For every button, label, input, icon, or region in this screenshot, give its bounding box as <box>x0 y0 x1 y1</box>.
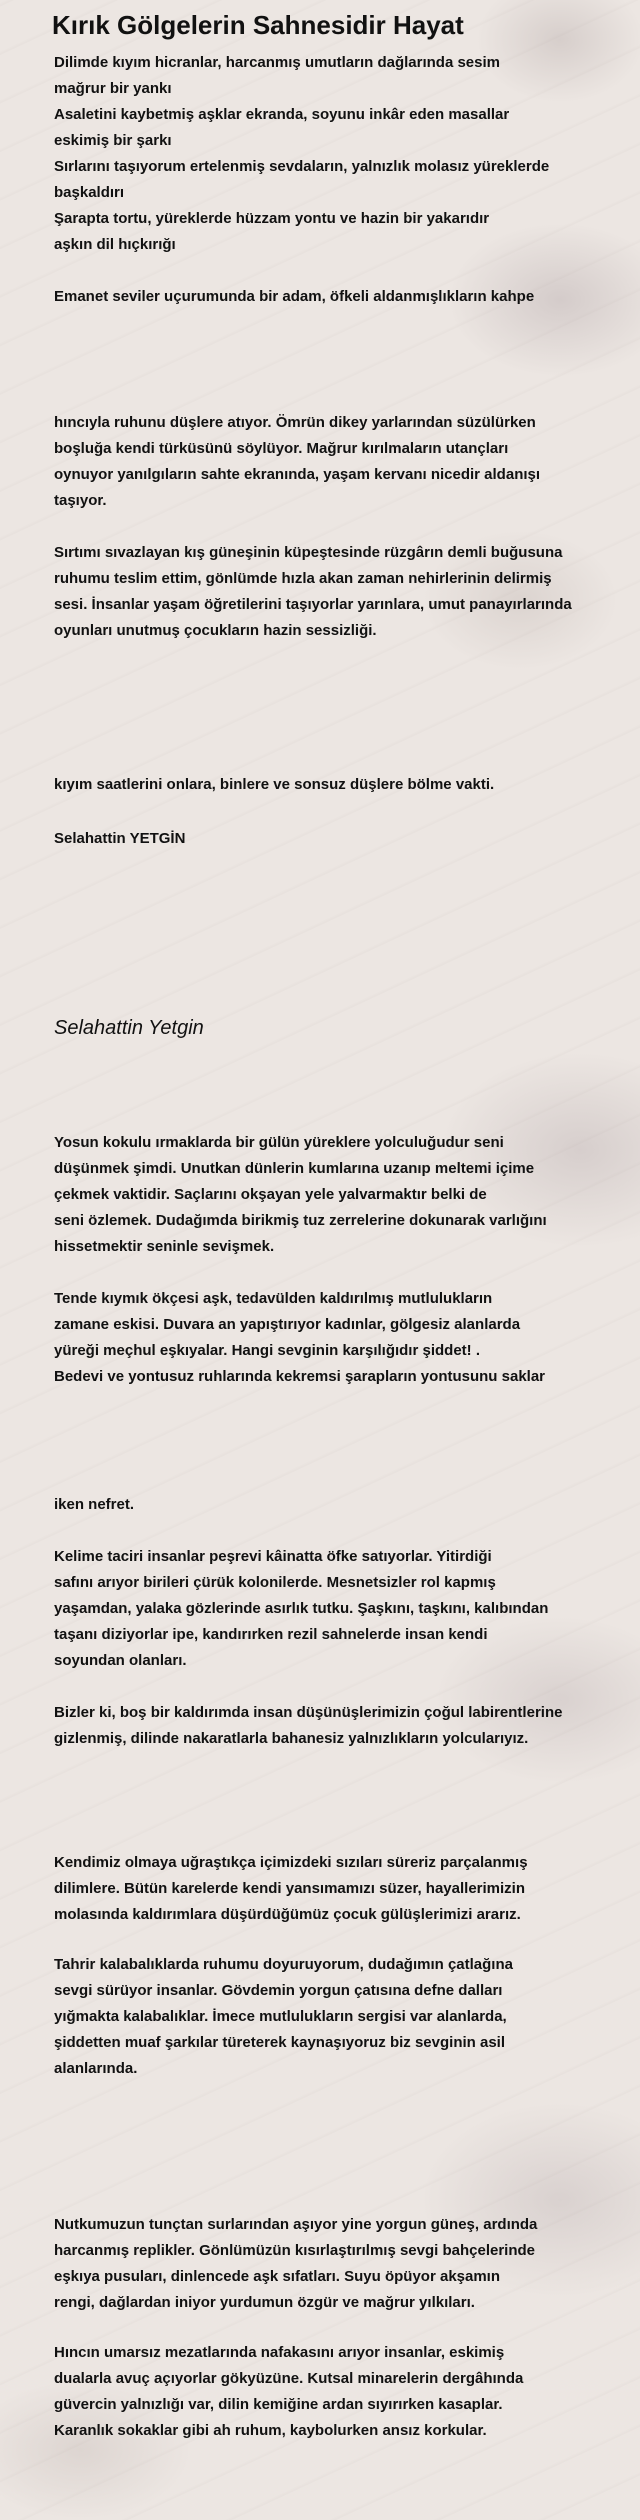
text-line: iken nefret. <box>54 1496 135 1513</box>
text-line: alanlarında. <box>54 2060 138 2077</box>
text-line: başkaldırı <box>54 184 125 201</box>
text-line: dilimlere. Bütün karelerde kendi yansımamızı süzer, hayallerimizin <box>54 1880 526 1897</box>
text-line: Şarapta tortu, yüreklerde hüzzam yontu ve hazin bir yakarıdır <box>54 210 490 227</box>
text-line: yığmakta kalabalıklar. İmece mutlulukların sergisi var alanlarda, <box>54 2008 507 2025</box>
text-line: güvercin yalnızlığı var, dilin kemiğine ardan sıyırırken kasaplar. <box>54 2396 503 2413</box>
text-line: çekmek vaktidir. Saçlarını okşayan yele yalvarmaktır belki de <box>54 1186 487 1203</box>
paragraph <box>54 2340 614 2444</box>
text-line: eskimiş bir şarkı <box>54 132 172 149</box>
text-line: Asaletini kaybetmiş aşklar ekranda, soyunu inkâr eden masallar <box>54 106 510 123</box>
paragraph <box>54 50 614 258</box>
text-line: Selahattin YETGİN <box>54 830 186 847</box>
text-line: mağrur bir yankı <box>54 80 172 97</box>
paragraph <box>54 1286 614 1390</box>
text-line: Nutkumuzun tunçtan surlarından aşıyor yine yorgun güneş, ardında <box>54 2216 538 2233</box>
paragraph <box>54 1492 614 1518</box>
text-line: Dilimde kıyım hicranlar, harcanmış umutların dağlarında sesim <box>54 54 500 71</box>
paragraph <box>54 410 614 514</box>
text-line: Kendimiz olmaya uğraştıkça içimizdeki sızıları süreriz parçalanmış <box>54 1854 528 1871</box>
author-name <box>54 826 614 852</box>
text-line: soyundan olanları. <box>54 1652 187 1669</box>
text-line: Sırlarını taşıyorum ertelenmiş sevdaların, yalnızlık molasız yüreklerde <box>54 158 550 175</box>
text-line: seni özlemek. Dudağımda birikmiş tuz zerrelerine dokunarak varlığını <box>54 1212 547 1229</box>
text-line: Bizler ki, boş bir kaldırımda insan düşünüşlerimizin çoğul labirentlerine <box>54 1704 563 1721</box>
text-line: Karanlık sokaklar gibi ah ruhum, kaybolurken ansız korkular. <box>54 2422 487 2439</box>
paragraph <box>54 1130 614 1260</box>
paragraph <box>54 1952 614 2082</box>
text-line: molasında kaldırımlara düşürdüğümüz çocuk gülüşlerimizi ararız. <box>54 1906 521 1923</box>
paragraph <box>54 772 614 798</box>
text-line: hıncıyla ruhunu düşlere atıyor. Ömrün dikey yarlarından süzülürken <box>54 414 536 431</box>
text-line: Hıncın umarsız mezatlarında nafakasını arıyor insanlar, eskimiş <box>54 2344 505 2361</box>
text-line: taşıyor. <box>54 492 107 509</box>
paragraph <box>54 2212 614 2316</box>
text-line: Kelime taciri insanlar peşrevi kâinatta öfke satıyorlar. Yitirdiği <box>54 1548 492 1565</box>
signature: Selahattin Yetgin <box>54 1017 204 1039</box>
text-line: Sırtımı sıvazlayan kış güneşinin küpeştesinde rüzgârın demli buğusuna <box>54 544 563 561</box>
text-line: hissetmektir seninle sevişmek. <box>54 1238 275 1255</box>
text-line: sesi. İnsanlar yaşam öğretilerini taşıyorlar yarınlara, umut panayırlarında <box>54 596 572 613</box>
text-line: Emanet seviler uçurumunda bir adam, öfkeli aldanmışlıkların kahpe <box>54 288 535 305</box>
text-line: yüreği meçhul eşkıyalar. Hangi sevginin karşılığıdır şiddet! . <box>54 1342 480 1359</box>
text-line: gizlenmiş, dilinde nakaratlarla bahanesiz yalnızlıkların yolcularıyız. <box>54 1730 529 1747</box>
text-line: düşünmek şimdi. Unutkan dünlerin kumlarına uzanıp meltemi içime <box>54 1160 535 1177</box>
text-line: şiddetten muaf şarkılar türeterek kaynaşıyoruz biz sevginin asil <box>54 2034 506 2051</box>
paragraph <box>54 1850 614 1928</box>
text-line: aşkın dil hıçkırığı <box>54 236 176 253</box>
paragraph <box>54 540 614 644</box>
text-line: Tahrir kalabalıklarda ruhumu doyuruyorum, dudağımın çatlağına <box>54 1956 513 1973</box>
text-line: rengi, dağlardan iniyor yurdumun özgür ve mağrur yılkıları. <box>54 2294 475 2311</box>
text-line: dualarla avuç açıyorlar gökyüzüne. Kutsal minarelerin dergâhında <box>54 2370 524 2387</box>
text-line: oyunları unutmuş çocukların hazin sessizliği. <box>54 622 377 639</box>
paragraph <box>54 1700 614 1752</box>
text-line: yaşamdan, yalaka gözlerinde asırlık tutku. Şaşkını, taşkını, kalıbından <box>54 1600 549 1617</box>
paragraph <box>54 1544 614 1674</box>
text-line: boşluğa kendi türküsünü söylüyor. Mağrur kırılmaların utançları <box>54 440 509 457</box>
text-line: eşkıya pusuları, dinlencede aşk sıfatları. Suyu öpüyor akşamın <box>54 2268 501 2285</box>
text-line: oynuyor yanılgıların sahte ekranında, yaşam kervanı nicedir aldanışı <box>54 466 541 483</box>
text-line: Tende kıymık ökçesi aşk, tedavülden kaldırılmış mutlulukların <box>54 1290 493 1307</box>
text-line: harcanmış replikler. Gönlümüzün kısırlaştırılmış sevgi bahçelerinde <box>54 2242 536 2259</box>
text-line: taşanı diziyorlar ipe, kandırırken rezil sahnelerde insan kendi <box>54 1626 488 1643</box>
text-line: sevgi sürüyor insanlar. Gövdemin yorgun çatısına defne dalları <box>54 1982 503 1999</box>
text-line: Bedevi ve yontusuz ruhlarında kekremsi şarapların yontusunu saklar <box>54 1368 546 1385</box>
text-line: safını arıyor birileri çürük kolonilerde. Mesnetsizler rol kapmış <box>54 1574 496 1591</box>
paragraph <box>54 284 614 310</box>
page-title: Kırık Gölgelerin Sahnesidir Hayat <box>52 10 464 40</box>
text-line: ruhumu teslim ettim, gönlümde hızla akan zaman nehirlerinin delirmiş <box>54 570 552 587</box>
text-line: kıyım saatlerini onlara, binlere ve sonsuz düşlere bölme vakti. <box>54 776 495 793</box>
text-line: Yosun kokulu ırmaklarda bir gülün yüreklere yolculuğudur seni <box>54 1134 504 1151</box>
text-line: zamane eskisi. Duvara an yapıştırıyor kadınlar, gölgesiz alanlarda <box>54 1316 521 1333</box>
